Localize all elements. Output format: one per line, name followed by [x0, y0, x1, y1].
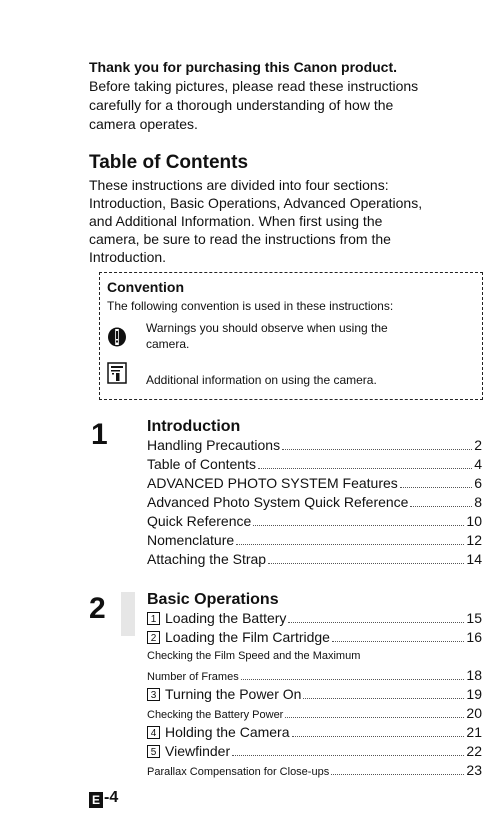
toc-entry-label: Advanced Photo System Quick Reference	[147, 494, 409, 510]
section-number: 2	[89, 592, 106, 625]
toc-entry[interactable]	[147, 436, 482, 455]
toc-entry-label: Loading the Film Cartridge	[165, 629, 330, 645]
intro-heading: Thank you for purchasing this Canon product.	[89, 59, 398, 75]
toc-entry[interactable]	[147, 455, 482, 474]
convention-box	[99, 272, 483, 400]
toc-entry-page: 8	[474, 494, 482, 510]
leader-dots	[285, 717, 464, 718]
toc-entry-label: Viewfinder	[165, 743, 231, 759]
toc-subentry-label: Checking the Battery Power	[147, 709, 284, 721]
toc-entry[interactable]	[147, 531, 482, 550]
toc-entry[interactable]	[147, 493, 482, 512]
info-icon	[107, 362, 127, 384]
toc-entry[interactable]	[147, 512, 482, 531]
leader-dots	[288, 622, 464, 623]
language-badge: E	[89, 792, 103, 808]
toc-entry[interactable]	[147, 685, 482, 704]
toc-subentry	[147, 647, 482, 666]
toc-entry-page: 20	[466, 705, 482, 721]
convention-title: Convention	[107, 279, 184, 295]
toc-entry[interactable]	[147, 609, 482, 628]
leader-dots	[232, 755, 464, 756]
toc-entry-page: 16	[466, 629, 482, 645]
toc-entry-page: 18	[466, 667, 482, 683]
section-title: Introduction	[147, 418, 241, 435]
warning-text	[146, 320, 446, 352]
toc-entry-label: Nomenclature	[147, 532, 235, 548]
toc-entry[interactable]	[147, 628, 482, 647]
toc-desc-line: Introduction, Basic Operations, Advanced Operations,	[89, 195, 423, 211]
toc-entry-label: Loading the Battery	[165, 610, 287, 626]
leader-dots	[303, 698, 464, 699]
leader-dots	[236, 544, 464, 545]
toc-subentry-label: Parallax Compensation for Close-ups	[147, 766, 330, 778]
toc-entry-label: Table of Contents	[147, 456, 256, 472]
intro-paragraph	[89, 58, 483, 134]
section-tab-marker	[121, 592, 135, 636]
toc-entry-page: 4	[474, 456, 482, 472]
toc-entry-page: 19	[466, 686, 482, 702]
toc-subentry[interactable]	[147, 704, 482, 723]
leader-dots	[282, 449, 472, 450]
toc-entry-label: Holding the Camera	[165, 724, 290, 740]
leader-dots	[410, 506, 472, 507]
step-number-box: 2	[147, 631, 160, 644]
toc-entry-page: 10	[466, 513, 482, 529]
toc-entry[interactable]	[147, 474, 482, 493]
step-number-box: 5	[147, 745, 160, 758]
toc-entry[interactable]	[147, 550, 482, 569]
leader-dots	[292, 736, 465, 737]
toc-desc-line: camera, be sure to read the instructions from the	[89, 231, 391, 247]
toc-entry-page: 2	[474, 437, 482, 453]
intro-text-line: Before taking pictures, please read these instructions	[89, 78, 419, 94]
page-number	[89, 789, 118, 808]
leader-dots	[268, 563, 464, 564]
toc-entry-label: ADVANCED PHOTO SYSTEM Features	[147, 475, 398, 491]
toc-desc-line: Introduction.	[89, 249, 167, 265]
toc-entry[interactable]	[147, 742, 482, 761]
page-number-text: -4	[104, 789, 119, 806]
intro-text-line: camera operates.	[89, 116, 198, 132]
toc-entry-label: Turning the Power On	[165, 686, 302, 702]
leader-dots	[241, 679, 465, 680]
toc-list-section-2	[147, 609, 482, 780]
step-number-box: 4	[147, 726, 160, 739]
toc-desc-line: and Additional Information. When first using the	[89, 213, 383, 229]
warning-text-line: camera.	[146, 337, 190, 351]
toc-entry-page: 12	[466, 532, 482, 548]
toc-entry-page: 21	[466, 724, 482, 740]
toc-entry-page: 22	[466, 743, 482, 759]
step-number-box: 3	[147, 688, 160, 701]
leader-dots	[332, 641, 464, 642]
leader-dots	[400, 487, 472, 488]
toc-subentry-label: Checking the Film Speed and the Maximum	[147, 650, 361, 662]
toc-entry-label: Quick Reference	[147, 513, 252, 529]
section-title: Basic Operations	[147, 591, 279, 608]
leader-dots	[331, 774, 464, 775]
toc-entry-page: 23	[466, 762, 482, 778]
toc-entry-page: 6	[474, 475, 482, 491]
toc-title: Table of Contents	[89, 152, 249, 173]
toc-desc-line: These instructions are divided into four sections:	[89, 177, 389, 193]
toc-entry[interactable]	[147, 723, 482, 742]
info-text: Additional information on using the camera.	[146, 373, 377, 387]
warning-icon	[107, 327, 127, 347]
convention-description: The following convention is used in these instructions:	[107, 299, 394, 313]
toc-entry-label: Handling Precautions	[147, 437, 281, 453]
toc-entry-page: 15	[466, 610, 482, 626]
step-number-box: 1	[147, 612, 160, 625]
toc-subentry[interactable]	[147, 761, 482, 780]
warning-text-line: Warnings you should observe when using the	[146, 321, 388, 335]
intro-text-line: carefully for a thorough understanding of how the	[89, 97, 394, 113]
toc-subentry[interactable]	[147, 666, 482, 685]
toc-entry-label: Attaching the Strap	[147, 551, 267, 567]
toc-description	[89, 176, 483, 266]
section-number: 1	[91, 418, 108, 451]
toc-subentry-label: Number of Frames	[147, 671, 239, 683]
toc-entry-page: 14	[466, 551, 482, 567]
leader-dots	[253, 525, 464, 526]
leader-dots	[258, 468, 472, 469]
toc-list-section-1	[147, 436, 482, 569]
